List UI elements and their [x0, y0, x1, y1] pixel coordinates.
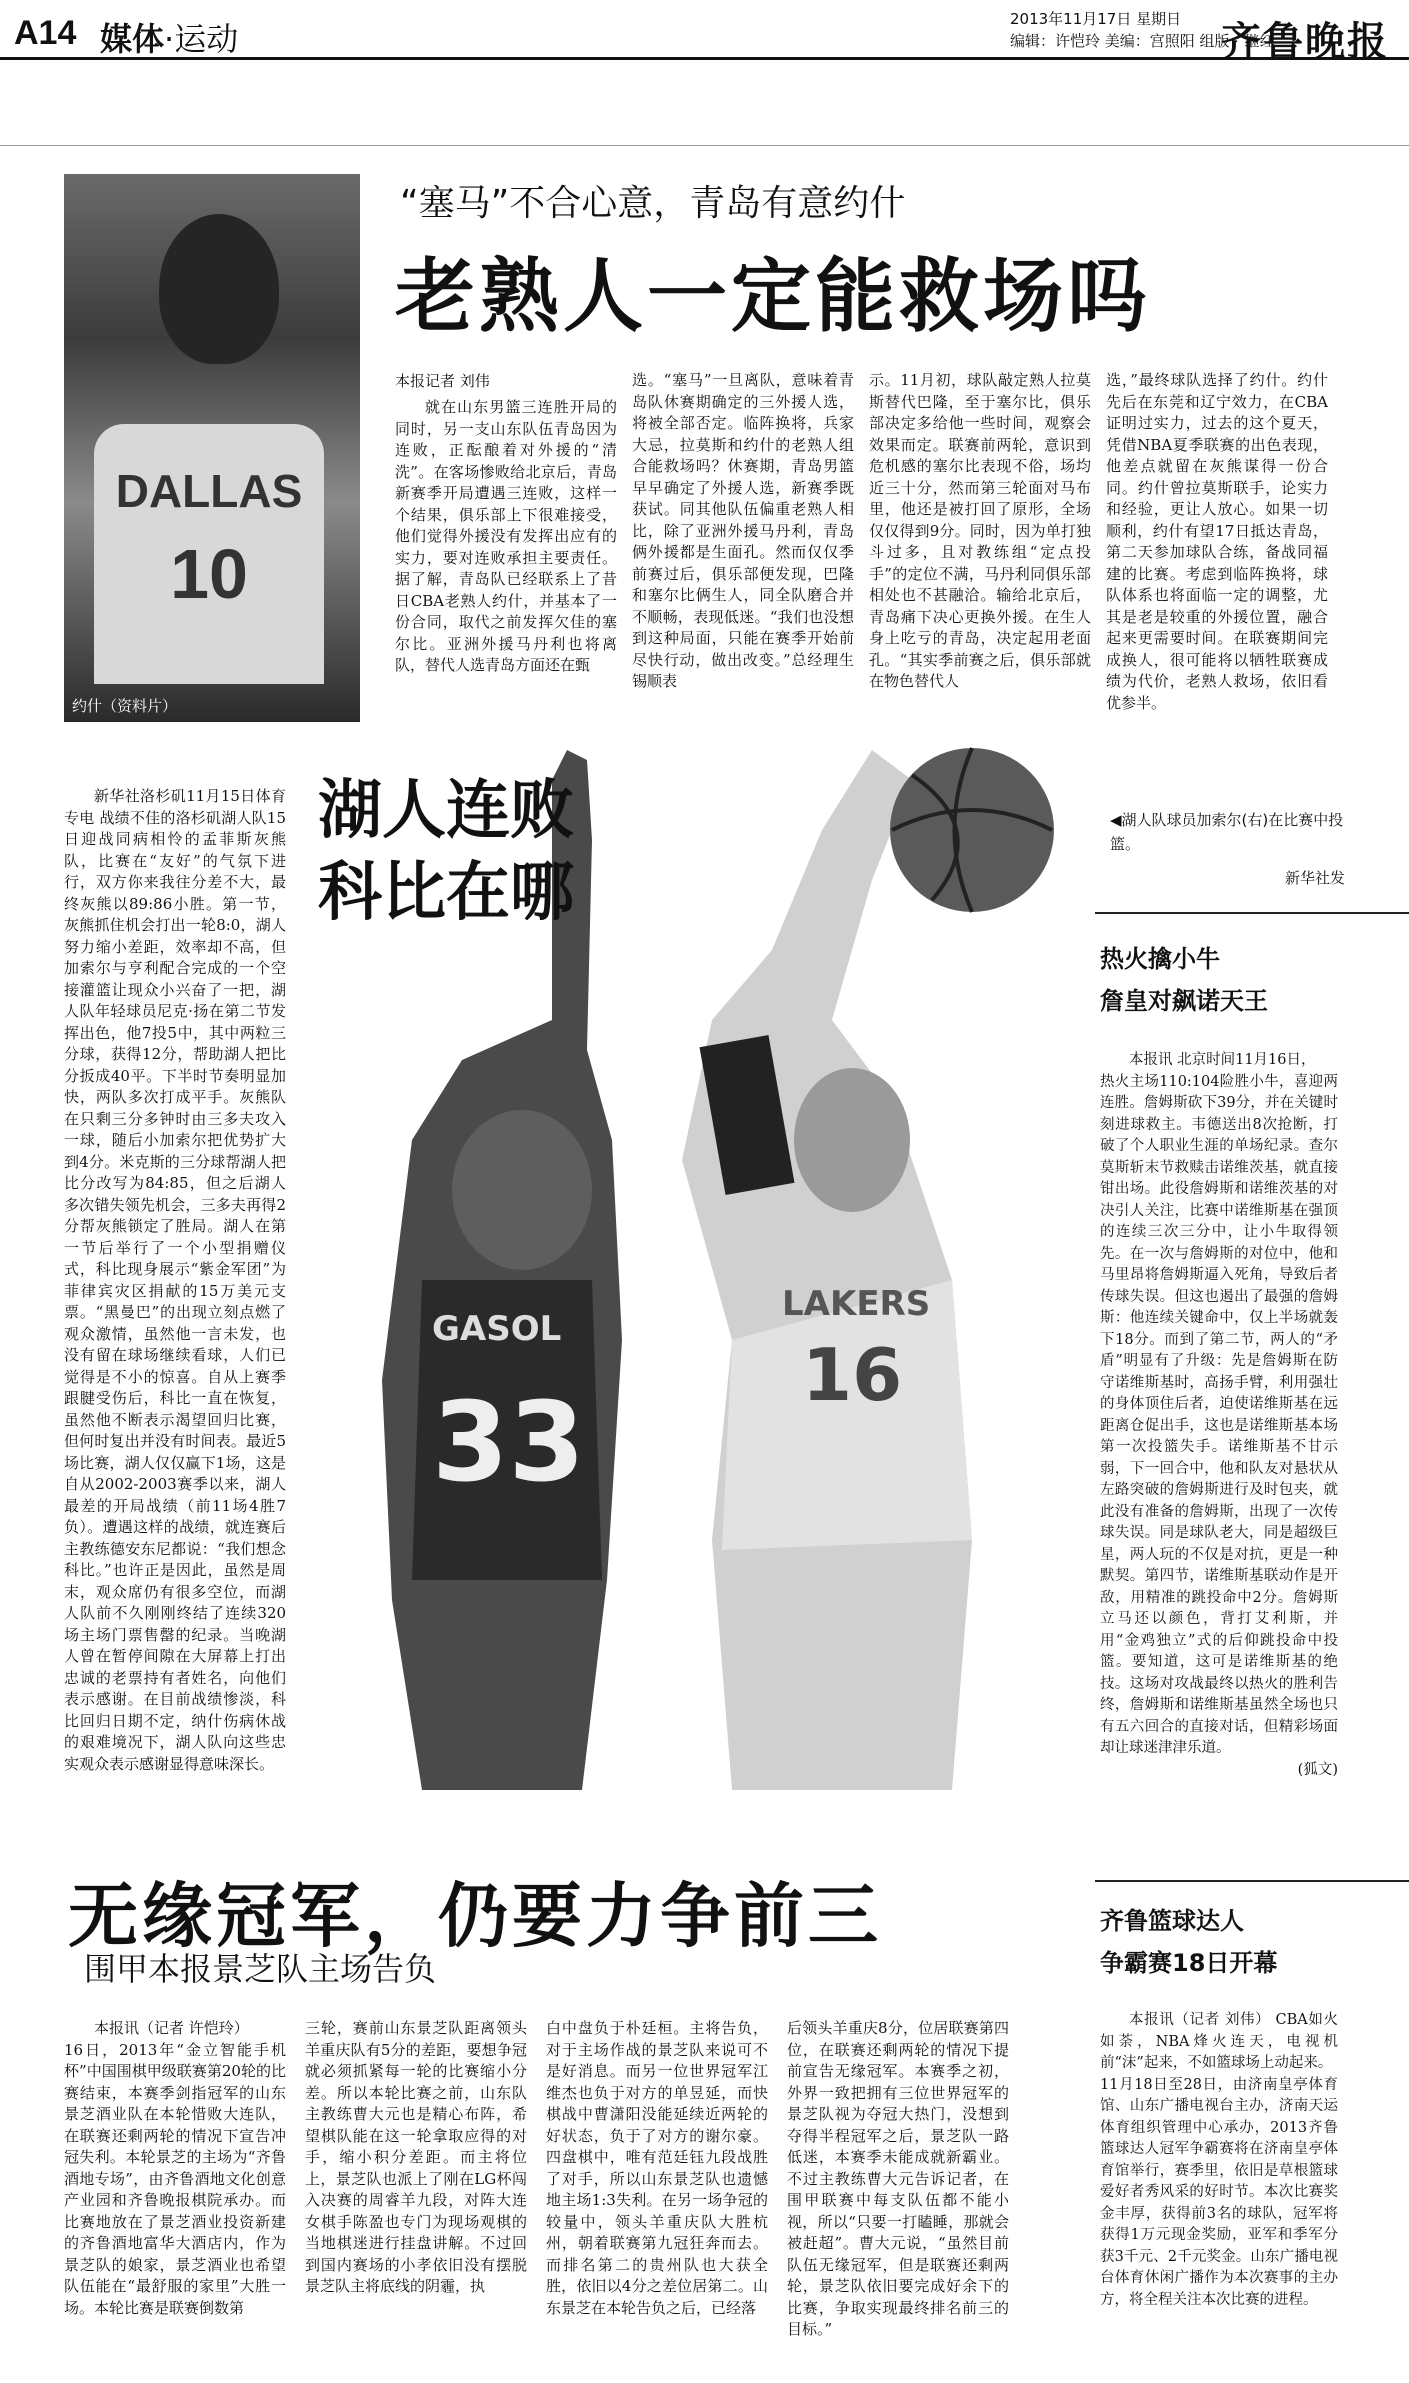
sidebar2-headline-line2: 争霸赛18日开幕 [1100, 1949, 1278, 1977]
newspaper-brand-logo: 齐鲁晚报 [1221, 18, 1389, 65]
article3-column-4 [787, 2018, 1009, 2378]
masthead [0, 0, 1409, 65]
article1-text: 就在山东男篮三连胜开局的同时，另一支山东队伍青岛因为连败，正酝酿着对外援的“清洗”。在客场惨败给北京后，青岛新赛季开局遭遇三连败，这样一个结果，俱乐部上下很难接受，他们觉得外援没有发挥出应有的实力，要对连败承担主要责任。据了解，青岛队已经联系上了昔日CBA老熟人约什，并基本了一份合同，取代之前发挥欠佳的塞尔比。亚洲外援马丹利也将离队，替代人选青岛方面还在甄 [395, 398, 617, 674]
article2-column [64, 786, 286, 1786]
article3-column-1 [64, 2018, 286, 2378]
sidebar1-headline [1100, 938, 1268, 1022]
sidebar1-column [1100, 1050, 1338, 1810]
jersey-number-text: 10 [170, 535, 248, 613]
article1-byline: 本报记者 刘伟 [395, 372, 490, 390]
article1-column-1 [395, 370, 617, 720]
sidebar2-headline-line1: 齐鲁篮球达人 [1100, 1907, 1244, 1935]
staff-credits: 编辑：许恺玲 美编：宫照阳 组版：继红 [1010, 32, 1275, 50]
article3-column-3 [546, 2018, 768, 2378]
player-jersey [94, 424, 324, 684]
front-jersey-number: 16 [802, 1333, 903, 1417]
sidebar1-byline: 本报讯 北京时间11月16日， [1129, 1052, 1316, 1068]
section-subname: ·运动 [164, 20, 239, 58]
sidebar1-headline-line2: 詹皇对飙诺天王 [1100, 987, 1268, 1015]
article3-text: 16日，2013年“金立智能手机杯”中国围棋甲级联赛第20轮的比赛结束，本赛季剑指冠军的山东景芝酒业队在本轮惜败大连队，在联赛还剩两轮的情况下宣告冲冠失利。本轮景芝的主场为“齐鲁酒地专场”，由齐鲁酒地文化创意产业园和齐鲁晚报棋院承办。而比赛地放在了景芝酒业投资新建的齐鲁酒地富华大酒店内，作为景芝队的娘家，景芝酒业也希望队伍能在“最舒服的家里”大胜一场。本轮比赛是联赛倒数第 [64, 2040, 286, 2317]
article3-subhead: 围甲本报景芝队主场告负 [84, 1950, 437, 1988]
divider [0, 145, 1409, 146]
photo-caption-text: ◀湖人队球员加索尔(右)在比赛中投篮。 [1110, 811, 1344, 853]
article3-text: 白中盘负于朴廷桓。主将告负，对于主场作战的景芝队来说可不是好消息。而另一位世界冠军江维杰也负于对方的单昱延，而快棋战中曹潇阳没能延续近两轮的好状态，负于了对方的谢尔豪。四盘棋中，唯有范廷钰九段战胜了对手，所以山东景芝队也遗憾地主场1:3失利。在另一场争冠的较量中，领头羊重庆队大胜杭州，朝着联赛第九冠狂奔而去。而排名第二的贵州队也大获全胜，依旧以4分之差位居第二。山东景芝在本轮告负之后，已经落 [546, 2019, 768, 2317]
photo-caption: 约什（资料片） [72, 697, 178, 715]
sidebar2-column [1100, 2010, 1338, 2378]
article2-headline [318, 770, 574, 934]
sidebar1-text: 热火主场110:104险胜小牛，喜迎两连胜。詹姆斯砍下39分，并在关键时刻进球救主。韦德送出8次抢断，打破了个人职业生涯的单场纪录。查尔莫斯斩末节救赎击诺维茨基，就直接钳出场。此役詹姆斯和诺维茨基的对决引人关注，比赛中诺维斯基在强顶的连续三次三分中，让小牛取得领先。在一次与詹姆斯的对位中，他和马里昂将詹姆斯逼入死角，导致后者传球失误。但这也遏出了最强的詹姆斯：他连续关键命中，仅上半场就轰下18分。而到了第二节，两人的“矛盾”明显有了升级：先是詹姆斯在防守诺维斯基时，高扬手臂，利用强壮的身体顶住后者，迫使诺维斯基在远距离仓促出手，这也是诺维斯基本场第一次投篮失手。诺维斯基不甘示弱，下一回合中，他和队友对悬状从左路突破的詹姆斯进行及时包夹，就此没有准备的詹姆斯，出现了一次传球失误。同是球队老大，同是超级巨星，两人玩的不仅是对抗，更是一种默契。第四节，诺维斯基联动作是开敌，用精准的跳投命中2分。詹姆斯立马还以颜色，背打艾利斯，并用“金鸡独立”式的后仰跳投命中投篮。要知道，这可是诺维斯基的绝技。这场对攻战最终以热火的胜利告终，詹姆斯和诺维斯基虽然全场也只有五六回合的直接对话，但精彩场面却让球迷津津乐道。 [1100, 1073, 1338, 1756]
article1-column-2 [632, 370, 854, 720]
back-jersey-name: GASOL [432, 1309, 562, 1349]
player-photo [64, 174, 360, 722]
article1-kicker: “塞马”不合心意，青岛有意约什 [400, 183, 906, 224]
article3-text: 三轮，赛前山东景芝队距离领头羊重庆队有5分的差距，要想争冠就必须抓紧每一轮的比赛缩小分差。所以本轮比赛之前，山东队主教练曹大元也是精心布阵，希望棋队能在这一轮拿取应得的对手，缩小积分差距。而主将位上，景芝队也派上了刚在LG杯闯入决赛的周睿羊九段，对阵大连女棋手陈盈也专门为现场观棋的当地棋迷进行挂盘讲解。不过回到国内赛场的小孝依旧没有摆脱景芝队主将底线的阴霾，执 [305, 2019, 527, 2295]
article1-column-3 [869, 370, 1091, 720]
jersey-team-text: DALLAS [115, 465, 303, 517]
issue-date: 2013年11月17日 星期日 [1010, 10, 1182, 28]
article2-headline-line1: 湖人连败 [318, 774, 574, 848]
sidebar1-headline-line1: 热火擒小牛 [1100, 945, 1220, 973]
section-name: 媒体 [100, 20, 165, 58]
photo-source: 新华社发 [1284, 869, 1345, 887]
article3-byline: 本报讯（记者 许恺玲） [94, 2019, 249, 2037]
article1-column-4 [1106, 370, 1328, 720]
divider [1095, 1880, 1409, 1882]
back-jersey-number: 33 [432, 1378, 586, 1506]
page-number: A14 [14, 14, 77, 52]
divider [1095, 912, 1409, 914]
front-jersey-team: LAKERS [782, 1284, 931, 1324]
section-title [100, 14, 238, 60]
article1-text: 选。“塞马”一旦离队，意味着青岛队休赛期确定的三外援人选，将被全部否定。临阵换将，兵家大忌，拉莫斯和约什的老熟人组合能救场吗？休赛期，青岛男篮早早确定了外援人选，新赛季既获试。同其他队伍偏重老熟人相比，除了亚洲外援马丹利，青岛俩外援都是生面孔。然而仅仅季前赛过后，俱乐部便发现，巴隆和塞尔比俩生人，同全队磨合并不顺畅，表现低迷。“我们也没想到这种局面，只能在赛季开始前尽快行动，做出改变。”总经理生锡顺表 [632, 371, 854, 690]
sidebar2-text: 11月18日至28日，由济南皇亭体育馆、山东广播电视台主办，济南天运体育组织管理中心承办，2013齐鲁篮球达人冠军争霸赛将在济南皇亭体育馆举行，赛季里，依旧是草根篮球爱好者秀风采的好时节。本次比赛奖金丰厚，获得前3名的球队，冠军将获得1万元现金奖励，亚军和季军分获3千元、2千元奖金。山东广播电视台体育休闲广播作为本次赛事的主办方，将全程关注本次比赛的进程。 [1100, 2076, 1338, 2308]
article2-photo-caption [1110, 808, 1345, 890]
article1-text: 选，”最终球队选择了约什。约什先后在东莞和辽宁效力，在CBA证明过实力，过去的这个夏天，凭借NBA夏季联赛的出色表现，他差点就留在灰熊谋得一份合同。约什曾拉莫斯联手，论实力和经验，更让人放心。如果一切顺利，约什有望17日抵达青岛，第二天参加球队合练，备战同福建的比赛。考虑到临阵换将，球队体系也将面临一定的调整，尤其是老是较重的外援位置，融合起来更需要时间。在联赛期间完成换人，很可能将以牺牲联赛成绩为代价，老熟人救场，依旧看优参半。 [1106, 371, 1328, 712]
article2-text: 新华社洛杉矶11月15日体育专电 战绩不佳的洛杉矶湖人队15日迎战同病相怜的孟菲斯灰熊队，比赛在“友好”的气氛下进行，双方你来我往分差不大，最终灰熊以89:86小胜。第一节，灰熊抓住机会打出一轮8:0，湖人努力缩小差距，效率却不高，但加索尔与亨利配合完成的一个空接灌篮让现众小兴奋了一把，湖人队年轻球员尼克·扬在第二节发挥出色，他7投5中，其中两粒三分球，获得12分，帮助湖人把比分扳成40平。下半时节奏明显加快，两队多次打成平手。灰熊队在只剩三分多钟时由三多夫攻入一球，随后小加索尔把优势扩大到4分。米克斯的三分球帮湖人把比分改写为84:85，但之后湖人多次错失领先机会，三多夫再得2分帮灰熊锁定了胜局。湖人在第一节后举行了一个小型捐赠仪式，科比现身展示“紫金军团”为菲律宾灾区捐献的15万美元支票。“黑曼巴”的出现立刻点燃了观众激情，虽然他一言未发，也没有留在球场继续看球，人们已觉得是不小的惊喜。自从上赛季跟腱受伤后，科比一直在恢复，虽然他不断表示渴望回归比赛，但何时复出并没有时间表。最近5场比赛，湖人仅仅赢下1场，这是自从2002-2003赛季以来，湖人最差的开局战绩（前11场4胜7负）。遭遇这样的战绩，就连赛后主教练德安东尼都说：“我们想念科比。”也许正是因此，虽然是周末，观众席仍有很多空位，而湖人队前不久刚刚终结了连续320场主场门票售罄的纪录。当晚湖人曾在暂停间隙在大屏幕上打出忠诚的老票持有者姓名，向他们表示感谢。在目前战绩惨淡，科比回归日期不定，纳什伤病休战的艰难境况下，湖人队向这些忠实观众表示感谢显得意味深长。 [64, 787, 286, 1773]
sidebar1-author: (狐文) [1297, 1761, 1338, 1778]
article3-text: 后领头羊重庆8分，位居联赛第四位，在联赛还剩两轮的情况下提前宣告无缘冠军。本赛季之初，外界一致把拥有三位世界冠军的景芝队视为夺冠大热门，没想到夺得半程冠军之后，景芝队一路低迷，本赛季未能成就新霸业。不过主教练曹大元告诉记者，在围甲联赛中每支队伍都不能小视，所以“只要一打瞌睡，那就会被赶超”。曹大元说，“虽然目前队伍无缘冠军，但是联赛还剩两轮，景芝队依旧要完成好余下的比赛，争取实现最终排名前三的目标。” [787, 2019, 1009, 2338]
article3-column-2 [305, 2018, 527, 2378]
article1-text: 示。11月初，球队敲定熟人拉莫斯替代巴隆，至于塞尔比，俱乐部决定多给他一些时间，观察会效果而定。联赛前两轮，意识到危机感的塞尔比表现不俗，场均近三十分，然而第三轮面对马布里，他还是被打回了原形，全场仅仅得到9分。同时，因为单打独斗过多，且对教练组“定点投手”的定位不满，马丹利同俱乐部相处也不甚融洽。输给北京后，青岛痛下决心更换外援。在生人身上吃亏的青岛，决定起用老面孔。“其实季前赛之后，俱乐部就在物色替代人 [869, 371, 1091, 690]
sidebar2-headline [1100, 1900, 1277, 1984]
article1-headline: 老熟人一定能救场吗 [395, 250, 1151, 343]
article2-headline-line2: 科比在哪 [318, 856, 574, 930]
player-head [159, 214, 279, 364]
article3-headline: 无缘冠军，仍要力争前三 [68, 1875, 882, 1957]
sidebar2-byline: 本报讯（记者 刘伟） CBA如火如荼，NBA烽火连天，电视机前“沫”起来，不如篮球场上动起来。 [1100, 2012, 1338, 2071]
